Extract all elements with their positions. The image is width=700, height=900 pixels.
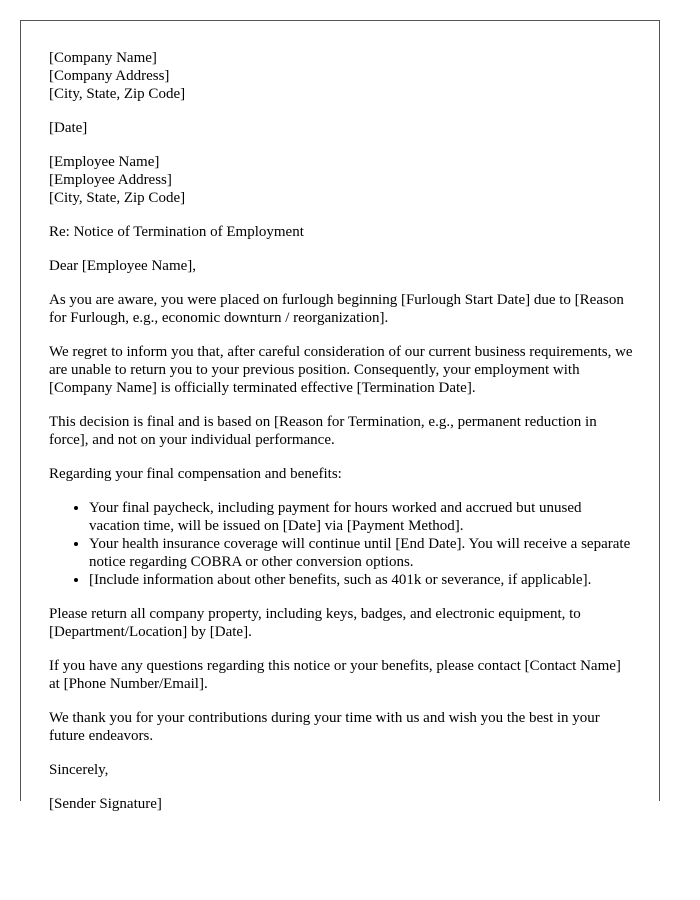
benefits-list	[49, 499, 634, 589]
benefits-list-item-paycheck: • Your final paycheck, including payment for hours worked and accrued but unused vacation time, will be issued on [Date] via [Payment Method].	[89, 499, 634, 535]
employee-city-state-zip: [City, State, Zip Code]	[49, 190, 186, 206]
employee-address-block	[49, 153, 634, 207]
subject-line: Re: Notice of Termination of Employment	[49, 224, 304, 240]
body-paragraph-furlough: As you are aware, you were placed on furlough beginning [Furlough Start Date] due to [Reason for Furlough, e.g., economic downturn / reorganization].	[49, 292, 624, 326]
letter-content	[49, 49, 634, 829]
sender-signature: [Sender Signature]	[49, 796, 162, 812]
body-paragraph-compensation-intro: Regarding your final compensation and benefits:	[49, 466, 342, 482]
employee-name: [Employee Name]	[49, 154, 160, 170]
company-address-block	[49, 49, 634, 103]
company-city-state-zip: [City, State, Zip Code]	[49, 86, 186, 102]
letter-date: [Date]	[49, 120, 88, 136]
valediction: Sincerely,	[49, 762, 109, 778]
benefits-list-item-other-benefits: • [Include information about other benefits, such as 401k or severance, if applicable].	[89, 571, 634, 589]
company-address: [Company Address]	[49, 68, 170, 84]
salutation: Dear [Employee Name],	[49, 258, 197, 274]
closing-paragraph-thanks: We thank you for your contributions during your time with us and wish you the best in your future endeavors.	[49, 710, 600, 744]
body-paragraph-decision: This decision is final and is based on [Reason for Termination, e.g., permanent reduction in force], and not on your individual performance.	[49, 414, 597, 448]
closing-paragraph-property: Please return all company property, including keys, badges, and electronic equipment, to [Department/Location] by [Date].	[49, 606, 581, 640]
closing-paragraph-questions: If you have any questions regarding this notice or your benefits, please contact [Contact Name] at [Phone Number/Email].	[49, 658, 621, 692]
letter-page	[20, 20, 660, 812]
company-name: [Company Name]	[49, 50, 157, 66]
benefits-list-item-health-insurance: • Your health insurance coverage will continue until [End Date]. You will receive a separate notice regarding COBRA or other conversion options.	[89, 535, 634, 571]
body-paragraph-termination: We regret to inform you that, after careful consideration of our current business requirements, we are unable to return you to your previous position. Consequently, your employment with [Company Name] is officially terminated effective [Termination Date].	[49, 344, 633, 396]
employee-address: [Employee Address]	[49, 172, 172, 188]
